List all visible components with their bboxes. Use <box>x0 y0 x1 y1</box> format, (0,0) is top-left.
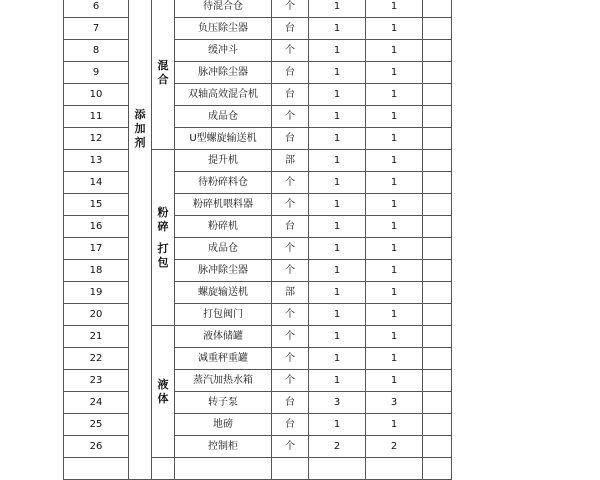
count-cell: 1 <box>366 84 423 106</box>
count-cell: 1 <box>366 150 423 172</box>
equipment-name-cell: 双轴高效混合机 <box>175 84 272 106</box>
row-number: 14 <box>64 172 129 194</box>
quantity-cell: 1 <box>309 0 366 18</box>
row-number: 17 <box>64 238 129 260</box>
unit-cell: 个 <box>272 40 309 62</box>
row-number: 19 <box>64 282 129 304</box>
remark-cell <box>423 414 452 436</box>
table-row <box>64 106 452 128</box>
equipment-name-cell: 脉冲除尘器 <box>175 260 272 282</box>
table-row <box>64 370 452 392</box>
table-row <box>64 436 452 458</box>
remark-cell <box>423 0 452 18</box>
table-row <box>64 282 452 304</box>
count-cell: 1 <box>366 260 423 282</box>
remark-cell <box>423 150 452 172</box>
count-cell: 1 <box>366 304 423 326</box>
remark-cell <box>423 436 452 458</box>
group-cell-mix <box>152 0 175 150</box>
table-row <box>64 62 452 84</box>
count-cell: 1 <box>366 106 423 128</box>
equipment-name-cell: 待粉碎料仓 <box>175 172 272 194</box>
quantity-cell: 1 <box>309 326 366 348</box>
unit-cell: 台 <box>272 128 309 150</box>
blank-cell <box>366 458 423 480</box>
quantity-cell: 1 <box>309 238 366 260</box>
table-row <box>64 326 452 348</box>
count-cell: 1 <box>366 216 423 238</box>
remark-cell <box>423 194 452 216</box>
group-char: 体 <box>157 391 169 405</box>
row-number: 22 <box>64 348 129 370</box>
remark-cell <box>423 18 452 40</box>
group-char <box>152 234 174 242</box>
quantity-cell: 1 <box>309 40 366 62</box>
count-cell: 1 <box>366 0 423 18</box>
equipment-name-cell: 负压除尘器 <box>175 18 272 40</box>
equipment-name-cell: 脉冲除尘器 <box>175 62 272 84</box>
group-char: 液 <box>157 377 169 391</box>
table-row <box>64 18 452 40</box>
category-char: 加 <box>134 122 146 135</box>
quantity-cell: 1 <box>309 370 366 392</box>
unit-cell: 个 <box>272 304 309 326</box>
count-cell: 1 <box>366 326 423 348</box>
equipment-name-cell: 粉碎机喂料器 <box>175 194 272 216</box>
group-char: 打 <box>157 241 169 255</box>
count-cell: 1 <box>366 172 423 194</box>
blank-cell <box>152 458 175 480</box>
table-row <box>64 260 452 282</box>
remark-cell <box>423 128 452 150</box>
table-row <box>64 238 452 260</box>
row-number: 18 <box>64 260 129 282</box>
group-cell-crush <box>152 150 175 326</box>
equipment-name-cell: 粉碎机 <box>175 216 272 238</box>
equipment-name-cell: 成品仓 <box>175 238 272 260</box>
equipment-table <box>63 0 452 480</box>
quantity-cell: 1 <box>309 18 366 40</box>
equipment-name-cell: 提升机 <box>175 150 272 172</box>
unit-cell: 个 <box>272 238 309 260</box>
remark-cell <box>423 392 452 414</box>
unit-cell: 个 <box>272 348 309 370</box>
equipment-name-cell: U型螺旋输送机 <box>175 128 272 150</box>
quantity-cell: 1 <box>309 128 366 150</box>
remark-cell <box>423 304 452 326</box>
table-row <box>64 172 452 194</box>
quantity-cell: 1 <box>309 414 366 436</box>
table-row <box>64 0 452 18</box>
equipment-name-cell: 减重秤重罐 <box>175 348 272 370</box>
row-number: 11 <box>64 106 129 128</box>
table-row <box>64 348 452 370</box>
table-row <box>64 194 452 216</box>
remark-cell <box>423 216 452 238</box>
remark-cell <box>423 40 452 62</box>
equipment-name-cell: 待混合仓 <box>175 0 272 18</box>
quantity-cell: 2 <box>309 436 366 458</box>
unit-cell: 台 <box>272 18 309 40</box>
table-row <box>64 150 452 172</box>
unit-cell: 部 <box>272 282 309 304</box>
remark-cell <box>423 238 452 260</box>
quantity-cell: 1 <box>309 260 366 282</box>
row-number: 6 <box>64 0 129 18</box>
remark-cell <box>423 370 452 392</box>
blank-cell <box>64 458 129 480</box>
remark-cell <box>423 282 452 304</box>
equipment-name-cell: 蒸汽加热水箱 <box>175 370 272 392</box>
unit-cell: 台 <box>272 216 309 238</box>
count-cell: 1 <box>366 40 423 62</box>
equipment-name-cell: 缓冲斗 <box>175 40 272 62</box>
equipment-name-cell: 螺旋输送机 <box>175 282 272 304</box>
blank-cell <box>272 458 309 480</box>
count-cell: 1 <box>366 128 423 150</box>
row-number: 25 <box>64 414 129 436</box>
table-row <box>64 216 452 238</box>
quantity-cell: 1 <box>309 62 366 84</box>
remark-cell <box>423 172 452 194</box>
remark-cell <box>423 260 452 282</box>
group-cell-liquid <box>152 326 175 458</box>
quantity-cell: 1 <box>309 216 366 238</box>
unit-cell: 个 <box>272 436 309 458</box>
quantity-cell: 1 <box>309 304 366 326</box>
unit-cell: 个 <box>272 260 309 282</box>
count-cell: 1 <box>366 18 423 40</box>
remark-cell <box>423 326 452 348</box>
equipment-name-cell: 控制柜 <box>175 436 272 458</box>
row-number: 12 <box>64 128 129 150</box>
count-cell: 1 <box>366 348 423 370</box>
row-number: 13 <box>64 150 129 172</box>
count-cell: 1 <box>366 370 423 392</box>
blank-cell <box>309 458 366 480</box>
row-number: 15 <box>64 194 129 216</box>
quantity-cell: 1 <box>309 150 366 172</box>
count-cell: 2 <box>366 436 423 458</box>
table-row <box>64 40 452 62</box>
unit-cell: 台 <box>272 84 309 106</box>
table-row <box>64 84 452 106</box>
remark-cell <box>423 84 452 106</box>
count-cell: 3 <box>366 392 423 414</box>
table-row <box>64 414 452 436</box>
row-number: 20 <box>64 304 129 326</box>
equipment-name-cell: 打包阀门 <box>175 304 272 326</box>
count-cell: 1 <box>366 414 423 436</box>
quantity-cell: 3 <box>309 392 366 414</box>
quantity-cell: 1 <box>309 194 366 216</box>
quantity-cell: 1 <box>309 348 366 370</box>
count-cell: 1 <box>366 238 423 260</box>
quantity-cell: 1 <box>309 282 366 304</box>
group-char: 合 <box>157 72 169 86</box>
equipment-name-cell: 成品仓 <box>175 106 272 128</box>
unit-cell: 个 <box>272 326 309 348</box>
unit-cell: 个 <box>272 106 309 128</box>
category-cell <box>129 0 152 480</box>
group-char: 碎 <box>157 219 169 233</box>
table-row <box>64 392 452 414</box>
remark-cell <box>423 62 452 84</box>
remark-cell <box>423 348 452 370</box>
category-char: 添 <box>134 108 146 121</box>
group-char: 包 <box>157 255 169 269</box>
row-number: 26 <box>64 436 129 458</box>
quantity-cell: 1 <box>309 84 366 106</box>
unit-cell: 个 <box>272 194 309 216</box>
row-number: 16 <box>64 216 129 238</box>
row-number: 10 <box>64 84 129 106</box>
table-row <box>64 304 452 326</box>
unit-cell: 部 <box>272 150 309 172</box>
row-number: 24 <box>64 392 129 414</box>
group-char: 混 <box>157 58 169 72</box>
unit-cell: 台 <box>272 392 309 414</box>
table-row <box>64 128 452 150</box>
row-number: 7 <box>64 18 129 40</box>
row-number: 8 <box>64 40 129 62</box>
unit-cell: 个 <box>272 0 309 18</box>
category-char: 剂 <box>134 136 146 149</box>
group-char: 粉 <box>157 205 169 219</box>
count-cell: 1 <box>366 282 423 304</box>
blank-cell <box>175 458 272 480</box>
equipment-name-cell: 地磅 <box>175 414 272 436</box>
row-number: 9 <box>64 62 129 84</box>
quantity-cell: 1 <box>309 172 366 194</box>
row-number: 23 <box>64 370 129 392</box>
unit-cell: 个 <box>272 370 309 392</box>
equipment-name-cell: 液体储罐 <box>175 326 272 348</box>
remark-cell <box>423 106 452 128</box>
equipment-name-cell: 转子泵 <box>175 392 272 414</box>
count-cell: 1 <box>366 194 423 216</box>
row-number: 21 <box>64 326 129 348</box>
unit-cell: 台 <box>272 62 309 84</box>
quantity-cell: 1 <box>309 106 366 128</box>
unit-cell: 台 <box>272 414 309 436</box>
unit-cell: 个 <box>272 172 309 194</box>
count-cell: 1 <box>366 62 423 84</box>
blank-cell <box>423 458 452 480</box>
table-row <box>64 458 452 480</box>
